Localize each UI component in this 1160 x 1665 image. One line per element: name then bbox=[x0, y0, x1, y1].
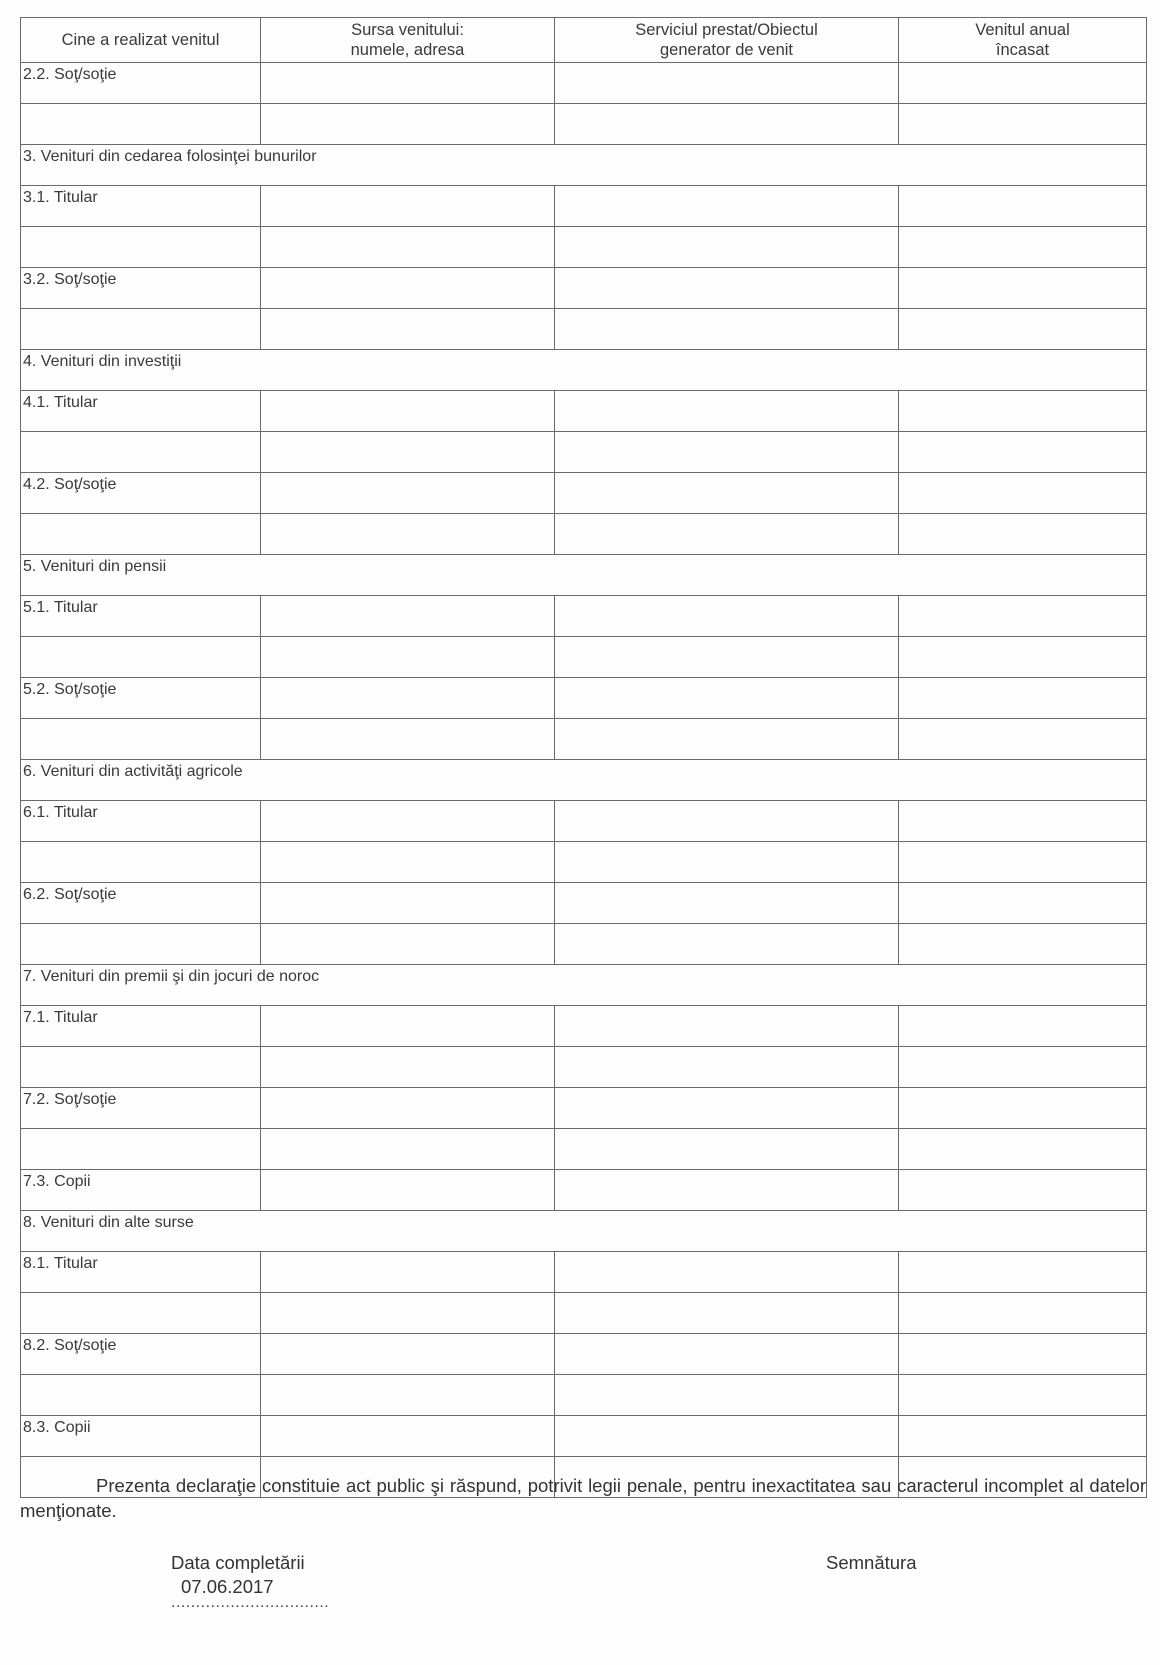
cell-source bbox=[261, 1088, 555, 1129]
table-row-blank bbox=[21, 1129, 1147, 1170]
cell-source bbox=[261, 391, 555, 432]
cell-service bbox=[555, 309, 899, 350]
header-source-line2: numele, adresa bbox=[350, 41, 465, 59]
cell-who: 3.1. Titular bbox=[21, 186, 261, 227]
table-row bbox=[21, 801, 1147, 842]
cell-income bbox=[899, 842, 1147, 883]
table-row-blank bbox=[21, 514, 1147, 555]
section-label: 6. Venituri din activităţi agricole bbox=[21, 760, 1147, 801]
cell-service bbox=[555, 596, 899, 637]
cell-service bbox=[555, 883, 899, 924]
cell-source bbox=[261, 432, 555, 473]
cell-service bbox=[555, 678, 899, 719]
cell-source bbox=[261, 719, 555, 760]
section-row bbox=[21, 555, 1147, 596]
cell-source bbox=[261, 1416, 555, 1457]
table-header-row bbox=[21, 18, 1147, 63]
table-body bbox=[21, 63, 1147, 1498]
table-row-blank bbox=[21, 924, 1147, 965]
cell-service bbox=[555, 63, 899, 104]
cell-service bbox=[555, 391, 899, 432]
cell-who: 5.2. Soţ/soţie bbox=[21, 678, 261, 719]
cell-who: 8.3. Copii bbox=[21, 1416, 261, 1457]
cell-service bbox=[555, 227, 899, 268]
cell-income bbox=[899, 1006, 1147, 1047]
cell-income bbox=[899, 678, 1147, 719]
header-annual-income bbox=[899, 18, 1147, 63]
cell-income bbox=[899, 1293, 1147, 1334]
cell-who bbox=[21, 514, 261, 555]
cell-source bbox=[261, 842, 555, 883]
cell-who bbox=[21, 1047, 261, 1088]
cell-source bbox=[261, 309, 555, 350]
cell-who: 8.1. Titular bbox=[21, 1252, 261, 1293]
table-row bbox=[21, 596, 1147, 637]
table-row bbox=[21, 268, 1147, 309]
cell-service bbox=[555, 186, 899, 227]
cell-source bbox=[261, 227, 555, 268]
legal-statement: Prezenta declaraţie constituie act public şi răspund, potrivit legii penale, pentru inexactitatea sau caracterul incomplet al datelor menţionate. bbox=[20, 1475, 1146, 1521]
cell-source bbox=[261, 1047, 555, 1088]
cell-income bbox=[899, 104, 1147, 145]
section-row bbox=[21, 350, 1147, 391]
section-label: 7. Venituri din premii şi din jocuri de noroc bbox=[21, 965, 1147, 1006]
cell-income bbox=[899, 801, 1147, 842]
cell-who: 8.2. Soţ/soţie bbox=[21, 1334, 261, 1375]
header-service-line1: Serviciul prestat/Obiectul bbox=[635, 21, 818, 39]
cell-source bbox=[261, 186, 555, 227]
table-row bbox=[21, 1416, 1147, 1457]
table-row bbox=[21, 1006, 1147, 1047]
cell-source bbox=[261, 1129, 555, 1170]
cell-service bbox=[555, 1088, 899, 1129]
cell-who: 2.2. Soţ/soţie bbox=[21, 63, 261, 104]
section-row bbox=[21, 145, 1147, 186]
cell-service bbox=[555, 842, 899, 883]
cell-income bbox=[899, 1334, 1147, 1375]
cell-income bbox=[899, 186, 1147, 227]
cell-income bbox=[899, 309, 1147, 350]
cell-service bbox=[555, 637, 899, 678]
cell-who: 7.3. Copii bbox=[21, 1170, 261, 1211]
cell-income bbox=[899, 63, 1147, 104]
cell-who bbox=[21, 227, 261, 268]
cell-income bbox=[899, 268, 1147, 309]
cell-income bbox=[899, 473, 1147, 514]
cell-income bbox=[899, 1088, 1147, 1129]
table-row bbox=[21, 883, 1147, 924]
cell-source bbox=[261, 924, 555, 965]
cell-who bbox=[21, 309, 261, 350]
cell-service bbox=[555, 1334, 899, 1375]
header-source bbox=[261, 18, 555, 63]
cell-source bbox=[261, 268, 555, 309]
table-row bbox=[21, 1252, 1147, 1293]
cell-income bbox=[899, 1252, 1147, 1293]
header-who: Cine a realizat venitul bbox=[21, 18, 261, 63]
cell-who bbox=[21, 719, 261, 760]
cell-service bbox=[555, 1129, 899, 1170]
cell-source bbox=[261, 596, 555, 637]
table-row-blank bbox=[21, 104, 1147, 145]
cell-service bbox=[555, 514, 899, 555]
cell-service bbox=[555, 1375, 899, 1416]
cell-who bbox=[21, 104, 261, 145]
cell-source bbox=[261, 1293, 555, 1334]
cell-who bbox=[21, 924, 261, 965]
section-label: 4. Venituri din investiţii bbox=[21, 350, 1147, 391]
cell-source bbox=[261, 1334, 555, 1375]
cell-service bbox=[555, 1170, 899, 1211]
header-source-line1: Sursa venitului: bbox=[351, 21, 464, 39]
cell-who bbox=[21, 1293, 261, 1334]
header-service-line2: generator de venit bbox=[659, 41, 793, 59]
table-row bbox=[21, 63, 1147, 104]
cell-source bbox=[261, 1170, 555, 1211]
table-row-blank bbox=[21, 1293, 1147, 1334]
cell-income bbox=[899, 1170, 1147, 1211]
cell-income bbox=[899, 227, 1147, 268]
date-value: 07.06.2017 bbox=[181, 1576, 274, 1597]
cell-income bbox=[899, 924, 1147, 965]
cell-source bbox=[261, 1006, 555, 1047]
cell-income bbox=[899, 1129, 1147, 1170]
table-row-blank bbox=[21, 719, 1147, 760]
cell-income bbox=[899, 596, 1147, 637]
cell-source bbox=[261, 514, 555, 555]
cell-service bbox=[555, 1293, 899, 1334]
table-row-blank bbox=[21, 432, 1147, 473]
cell-income bbox=[899, 391, 1147, 432]
table-row bbox=[21, 391, 1147, 432]
cell-source bbox=[261, 104, 555, 145]
section-label: 3. Venituri din cedarea folosinţei bunurilor bbox=[21, 145, 1147, 186]
cell-who: 6.1. Titular bbox=[21, 801, 261, 842]
table-row bbox=[21, 473, 1147, 514]
cell-source bbox=[261, 801, 555, 842]
cell-income bbox=[899, 637, 1147, 678]
table-row-blank bbox=[21, 842, 1147, 883]
cell-service bbox=[555, 1416, 899, 1457]
table-row-blank bbox=[21, 227, 1147, 268]
cell-service bbox=[555, 1047, 899, 1088]
cell-service bbox=[555, 1252, 899, 1293]
cell-who bbox=[21, 1375, 261, 1416]
table-row-blank bbox=[21, 309, 1147, 350]
cell-source bbox=[261, 678, 555, 719]
table-row-blank bbox=[21, 1375, 1147, 1416]
date-label: Data completării bbox=[171, 1552, 305, 1573]
cell-service bbox=[555, 473, 899, 514]
cell-who: 3.2. Soţ/soţie bbox=[21, 268, 261, 309]
section-label: 8. Venituri din alte surse bbox=[21, 1211, 1147, 1252]
section-row bbox=[21, 1211, 1147, 1252]
section-label: 5. Venituri din pensii bbox=[21, 555, 1147, 596]
cell-source bbox=[261, 473, 555, 514]
signature-label: Semnătura bbox=[826, 1552, 917, 1573]
section-row bbox=[21, 760, 1147, 801]
cell-who: 7.2. Soţ/soţie bbox=[21, 1088, 261, 1129]
cell-who: 7.1. Titular bbox=[21, 1006, 261, 1047]
income-table bbox=[20, 17, 1147, 1498]
cell-who bbox=[21, 842, 261, 883]
cell-income bbox=[899, 719, 1147, 760]
cell-service bbox=[555, 104, 899, 145]
table-row bbox=[21, 186, 1147, 227]
cell-who: 5.1. Titular bbox=[21, 596, 261, 637]
cell-who: 4.2. Soţ/soţie bbox=[21, 473, 261, 514]
cell-source bbox=[261, 883, 555, 924]
cell-source bbox=[261, 1252, 555, 1293]
header-income-line1: Venitul anual bbox=[975, 21, 1070, 39]
cell-income bbox=[899, 514, 1147, 555]
cell-who bbox=[21, 637, 261, 678]
section-row bbox=[21, 965, 1147, 1006]
table-row bbox=[21, 678, 1147, 719]
cell-service bbox=[555, 924, 899, 965]
cell-income bbox=[899, 883, 1147, 924]
date-dotted-line: ................................ bbox=[171, 1594, 330, 1611]
cell-income bbox=[899, 1375, 1147, 1416]
cell-who bbox=[21, 1129, 261, 1170]
header-income-line2: încasat bbox=[995, 41, 1050, 59]
cell-income bbox=[899, 1416, 1147, 1457]
cell-source bbox=[261, 1375, 555, 1416]
cell-service bbox=[555, 719, 899, 760]
cell-source bbox=[261, 63, 555, 104]
cell-service bbox=[555, 1006, 899, 1047]
cell-who bbox=[21, 432, 261, 473]
cell-source bbox=[261, 637, 555, 678]
cell-service bbox=[555, 268, 899, 309]
cell-service bbox=[555, 432, 899, 473]
table-row-blank bbox=[21, 637, 1147, 678]
cell-income bbox=[899, 1047, 1147, 1088]
table-row bbox=[21, 1170, 1147, 1211]
cell-service bbox=[555, 801, 899, 842]
table-row-blank bbox=[21, 1047, 1147, 1088]
table-row bbox=[21, 1334, 1147, 1375]
header-service bbox=[555, 18, 899, 63]
cell-who: 6.2. Soţ/soţie bbox=[21, 883, 261, 924]
cell-income bbox=[899, 432, 1147, 473]
table-row bbox=[21, 1088, 1147, 1129]
cell-who: 4.1. Titular bbox=[21, 391, 261, 432]
